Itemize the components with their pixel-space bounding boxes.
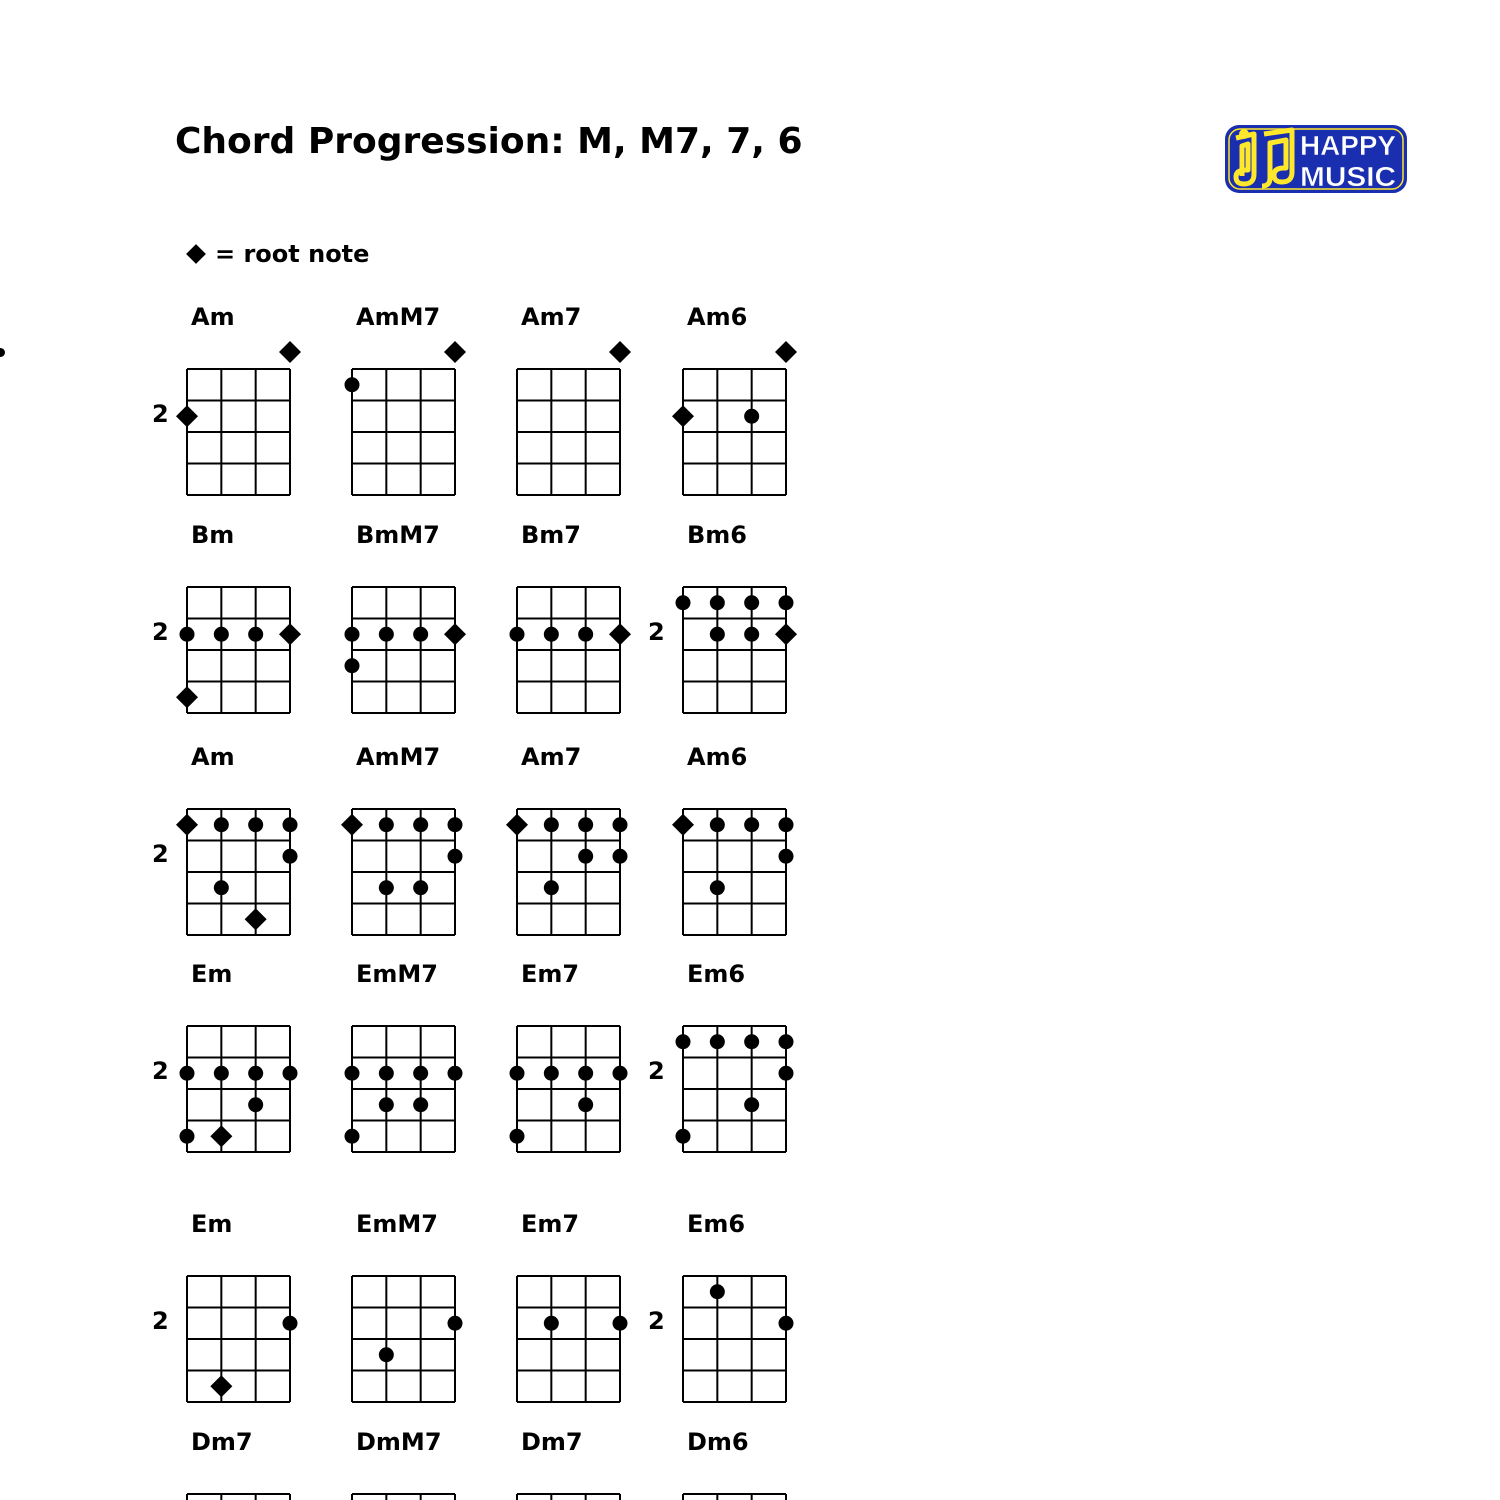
note-dot: [544, 627, 559, 642]
note-dot: [676, 1129, 691, 1144]
note-dot: [379, 1347, 394, 1362]
fret-number-label: 2: [152, 618, 169, 646]
chord-diagram: [152, 303, 301, 495]
note-dot: [779, 817, 794, 832]
note-dot: [710, 627, 725, 642]
chord-name: DmM7: [356, 1428, 442, 1456]
note-dot: [379, 880, 394, 895]
note-dot: [578, 817, 593, 832]
note-dot: [214, 627, 229, 642]
note-dot: [510, 627, 525, 642]
chord-diagram: [506, 743, 628, 935]
chord-diagram: [510, 960, 628, 1152]
root-note-marker: [176, 405, 198, 427]
note-dot: [710, 1284, 725, 1299]
note-dot: [779, 849, 794, 864]
note-dot: [248, 627, 263, 642]
fret-number-label: 2: [648, 618, 665, 646]
chord-name: BmM7: [356, 521, 440, 549]
chord-name: Bm: [191, 521, 235, 549]
note-dot: [744, 409, 759, 424]
note-dot: [448, 1066, 463, 1081]
chord-name: AmM7: [356, 743, 441, 771]
note-dot: [248, 817, 263, 832]
note-dot: [544, 1066, 559, 1081]
root-note-marker: [341, 814, 363, 836]
chord-diagram: [648, 1210, 794, 1402]
note-dot: [676, 595, 691, 610]
fret-number-label: 2: [648, 1307, 665, 1335]
note-dot: [345, 377, 360, 392]
chord-diagram: [152, 960, 298, 1152]
chord-name: Am6: [687, 303, 748, 331]
chord-name: EmM7: [356, 960, 438, 988]
note-dot: [710, 595, 725, 610]
note-dot: [613, 849, 628, 864]
chord-diagram: [345, 521, 467, 713]
fret-number-label: 2: [152, 1057, 169, 1085]
chord-diagram: [345, 303, 467, 495]
chord-name: Bm6: [687, 521, 747, 549]
note-dot: [345, 1129, 360, 1144]
chord-diagram: [517, 1210, 628, 1402]
fret-number-label: 2: [152, 1307, 169, 1335]
chord-diagram: [352, 1210, 463, 1402]
chord-diagram: [517, 1428, 620, 1500]
note-dot: [578, 627, 593, 642]
note-dot: [283, 849, 298, 864]
root-note-marker: [210, 1125, 232, 1147]
chord-name: Em: [191, 1210, 233, 1238]
root-note-marker: [210, 1375, 232, 1397]
chord-name: Dm7: [191, 1428, 253, 1456]
chord-name: Am7: [521, 303, 582, 331]
chord-diagram: [152, 743, 298, 935]
root-note-marker: [506, 814, 528, 836]
chord-name: Em6: [687, 960, 746, 988]
note-dot: [283, 1316, 298, 1331]
note-dot: [676, 1034, 691, 1049]
note-dot: [510, 1066, 525, 1081]
root-note-marker: [279, 623, 301, 645]
note-dot: [413, 817, 428, 832]
note-dot: [448, 817, 463, 832]
root-note-marker: [444, 623, 466, 645]
root-note-marker: [672, 405, 694, 427]
chord-diagram: [152, 1210, 298, 1402]
note-dot: [744, 1097, 759, 1112]
chord-diagram: [341, 743, 463, 935]
note-dot: [345, 658, 360, 673]
root-note-marker: [444, 341, 466, 363]
chord-name: Dm7: [521, 1428, 583, 1456]
root-note-marker: [245, 908, 267, 930]
root-note-marker: [672, 814, 694, 836]
fret-number-label: 2: [152, 400, 169, 428]
note-dot: [413, 880, 428, 895]
chord-name: Am: [191, 743, 235, 771]
note-dot: [744, 817, 759, 832]
note-dot: [779, 1034, 794, 1049]
chord-diagram: [152, 521, 301, 713]
root-note-marker: [775, 341, 797, 363]
chord-diagram: [648, 960, 794, 1152]
note-dot: [248, 1066, 263, 1081]
logo-text-line2: MUSIC: [1300, 161, 1396, 192]
note-dot: [613, 1316, 628, 1331]
legend-text: = root note: [215, 240, 370, 268]
chord-diagram: [345, 960, 463, 1152]
chord-name: Em6: [687, 1210, 746, 1238]
note-dot: [710, 817, 725, 832]
note-dot: [214, 880, 229, 895]
fret-number-label: 2: [152, 840, 169, 868]
note-dot: [214, 1066, 229, 1081]
chord-name: Dm6: [687, 1428, 749, 1456]
note-dot: [578, 849, 593, 864]
note-dot: [379, 1097, 394, 1112]
note-dot: [180, 627, 195, 642]
note-dot: [379, 627, 394, 642]
page-title: Chord Progression: M, M7, 7, 6: [175, 121, 803, 162]
note-dot: [345, 627, 360, 642]
note-dot: [379, 817, 394, 832]
note-dot: [448, 1316, 463, 1331]
note-dot: [214, 817, 229, 832]
note-dot: [544, 1316, 559, 1331]
chord-name: Em7: [521, 1210, 580, 1238]
root-note-marker: [279, 341, 301, 363]
chord-name: Am7: [521, 743, 582, 771]
chord-name: EmM7: [356, 1210, 438, 1238]
note-dot: [544, 880, 559, 895]
chord-name: Am: [191, 303, 235, 331]
note-dot: [345, 1066, 360, 1081]
root-note-marker: [609, 341, 631, 363]
chord-diagram: [672, 303, 797, 495]
chord-diagram: [683, 1428, 786, 1500]
note-dot: [578, 1066, 593, 1081]
note-dot: [413, 627, 428, 642]
root-note-marker: [775, 623, 797, 645]
chord-name: Em: [191, 960, 233, 988]
chord-diagram: [187, 1428, 290, 1500]
note-dot: [744, 1034, 759, 1049]
chord-diagram: [510, 521, 632, 713]
note-dot: [779, 1066, 794, 1081]
chord-name: Am6: [687, 743, 748, 771]
chord-diagram: [352, 1428, 455, 1500]
note-dot: [710, 880, 725, 895]
note-dot: [578, 1097, 593, 1112]
chord-diagram: [517, 303, 631, 495]
note-dot: [180, 1066, 195, 1081]
note-dot: [744, 595, 759, 610]
note-dot: [448, 849, 463, 864]
note-dot: [779, 595, 794, 610]
note-dot: [379, 1066, 394, 1081]
note-dot: [744, 627, 759, 642]
chord-name: Em7: [521, 960, 580, 988]
chord-diagram: [672, 743, 794, 935]
fret-number-label: 2: [648, 1057, 665, 1085]
root-note-marker: [609, 623, 631, 645]
note-dot: [413, 1066, 428, 1081]
chord-name: AmM7: [356, 303, 441, 331]
note-dot: [613, 817, 628, 832]
note-dot: [283, 1066, 298, 1081]
note-dot: [613, 1066, 628, 1081]
note-dot: [544, 817, 559, 832]
note-dot: [710, 1034, 725, 1049]
chord-name: Bm7: [521, 521, 581, 549]
root-note-marker: [176, 814, 198, 836]
logo-text-line1: HAPPY: [1300, 130, 1397, 161]
note-dot: [248, 1097, 263, 1112]
root-note-marker: [176, 686, 198, 708]
note-dot: [413, 1097, 428, 1112]
note-dot: [779, 1316, 794, 1331]
chord-diagram: [648, 521, 797, 713]
note-dot: [180, 1129, 195, 1144]
note-dot: [510, 1129, 525, 1144]
note-dot: [283, 817, 298, 832]
